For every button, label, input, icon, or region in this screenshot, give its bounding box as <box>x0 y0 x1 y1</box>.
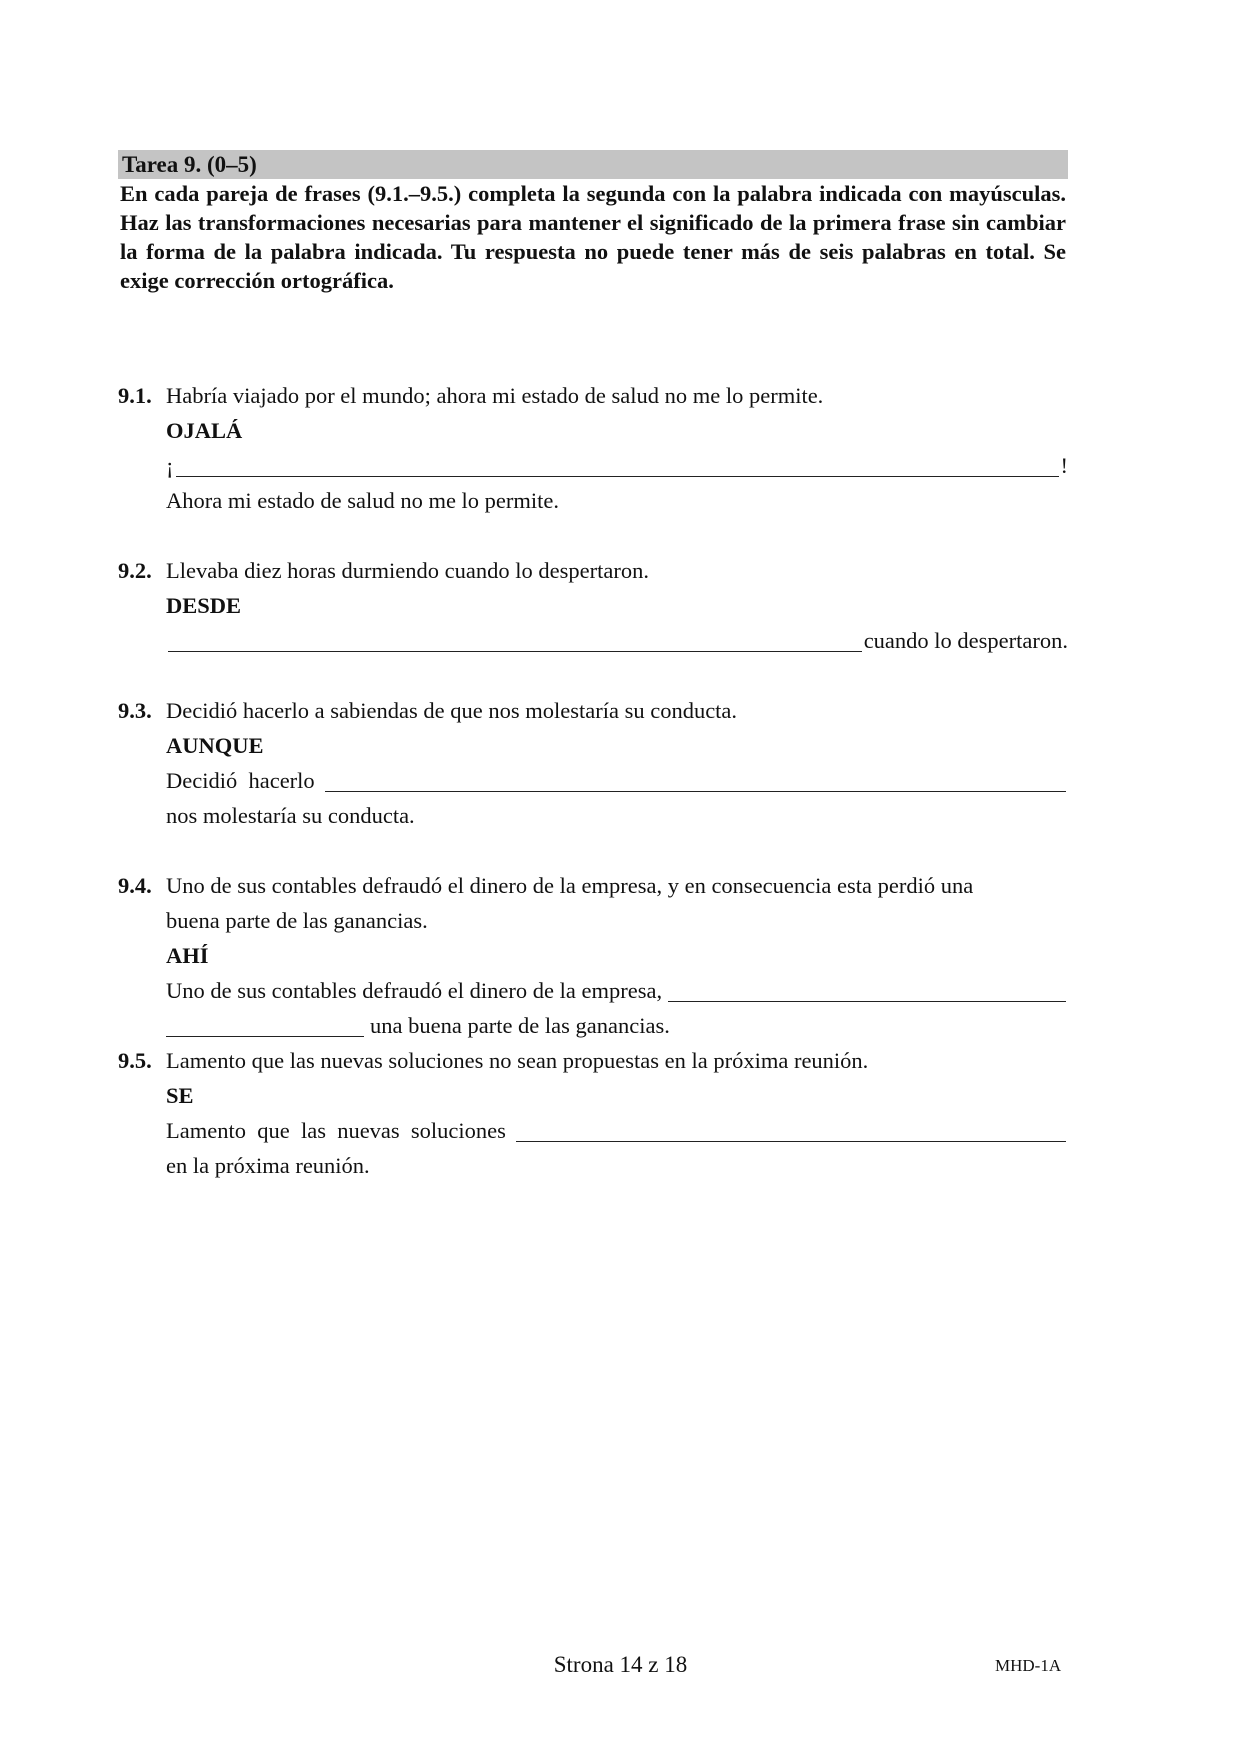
answer-suffix: ! <box>1060 453 1068 478</box>
keyword: AUNQUE <box>166 733 264 758</box>
continuation-text: una buena parte de las ganancias. <box>370 1013 670 1038</box>
exercise-number: 9.1. <box>118 383 152 408</box>
continuation-text: nos molestaría su conducta. <box>166 803 415 828</box>
answer-suffix: cuando lo despertaron. <box>863 628 1068 653</box>
keyword: AHÍ <box>166 943 209 968</box>
task-title: Tarea 9. (0–5) <box>118 150 1068 179</box>
answer-prefix: Decidió hacerlo <box>166 768 315 793</box>
exercise-9-2 <box>118 553 1068 658</box>
answer-blank[interactable] <box>668 974 1066 1002</box>
exam-code: MHD-1A <box>995 1656 1062 1675</box>
answer-prefix: Uno de sus contables defraudó el dinero de la empresa, <box>166 978 663 1003</box>
exercise-9-4 <box>118 868 1068 1043</box>
page-number: Strona 14 z 18 <box>553 1652 688 1677</box>
exercise-9-5 <box>118 1043 1068 1183</box>
keyword: OJALÁ <box>166 418 243 443</box>
answer-line <box>166 1113 1068 1148</box>
answer-blank[interactable] <box>516 1114 1066 1142</box>
exercise-9-1 <box>118 378 1068 518</box>
answer-blank[interactable] <box>325 764 1066 792</box>
source-sentence-line-2: buena parte de las ganancias. <box>166 908 428 933</box>
keyword: SE <box>166 1083 194 1108</box>
exercise-number: 9.4. <box>118 873 152 898</box>
answer-line <box>166 448 1068 483</box>
keyword: DESDE <box>166 593 242 618</box>
exercise-9-3 <box>118 693 1068 833</box>
answer-blank[interactable] <box>168 624 862 652</box>
exercise-number: 9.2. <box>118 558 152 583</box>
task-instructions: En cada pareja de frases (9.1.–9.5.) completa la segunda con la palabra indicada con mayúsculas. Haz las transformaciones necesarias para mantener el significado de la primera frase sin cambiar la forma de la palabra indicada. Tu respuesta no puede tener más de seis palabras en total. Se exige corrección ortográfica. <box>120 181 1066 293</box>
exam-page <box>118 150 1068 1178</box>
answer-line <box>166 973 1068 1008</box>
continuation-text: en la próxima reunión. <box>166 1153 370 1178</box>
answer-blank[interactable] <box>176 449 1059 477</box>
source-sentence: Lamento que las nuevas soluciones no sean propuestas en la próxima reunión. <box>166 1048 869 1073</box>
exercise-number: 9.3. <box>118 698 152 723</box>
answer-line <box>166 763 1068 798</box>
source-sentence-line-1: Uno de sus contables defraudó el dinero de la empresa, y en consecuencia esta perdió una <box>166 873 974 898</box>
answer-line-2 <box>166 1008 1068 1043</box>
continuation-text: Ahora mi estado de salud no me lo permite. <box>166 488 560 513</box>
answer-prefix: Lamento que las nuevas soluciones <box>166 1118 506 1143</box>
source-sentence: Habría viajado por el mundo; ahora mi estado de salud no me lo permite. <box>166 383 824 408</box>
source-sentence: Decidió hacerlo a sabiendas de que nos molestaría su conducta. <box>166 698 738 723</box>
answer-blank-2[interactable] <box>166 1009 364 1037</box>
exercise-number: 9.5. <box>118 1048 152 1073</box>
answer-prefix: ¡ <box>166 453 174 478</box>
answer-line <box>166 623 1068 658</box>
source-sentence: Llevaba diez horas durmiendo cuando lo despertaron. <box>166 558 649 583</box>
